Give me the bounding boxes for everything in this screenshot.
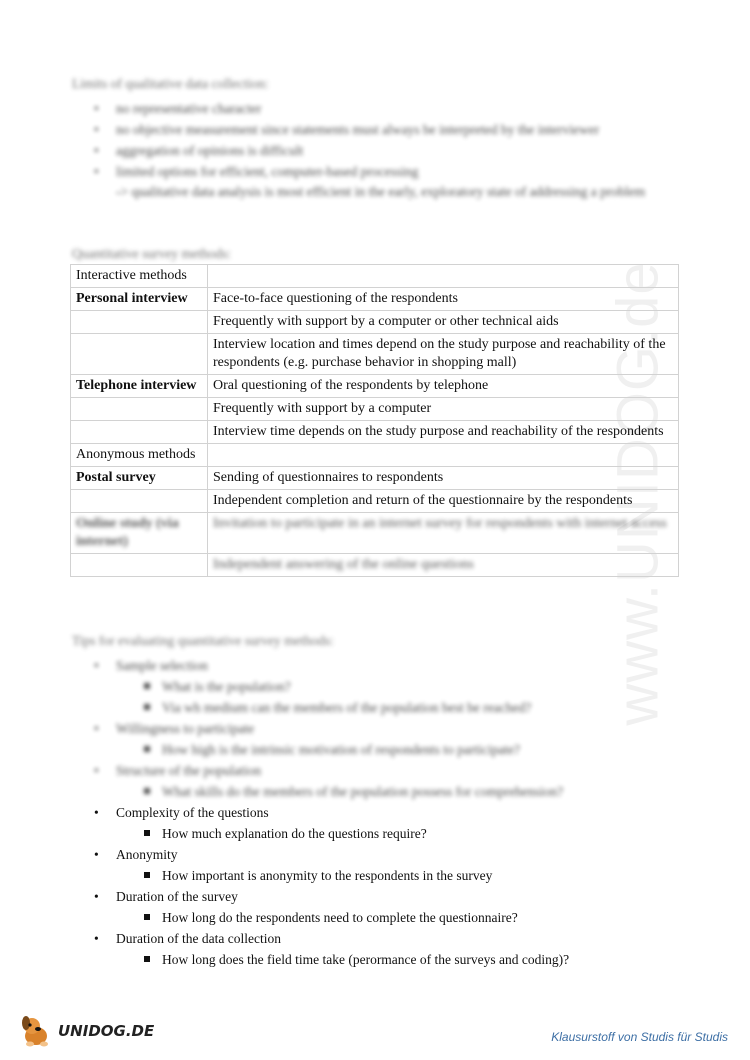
table-row [71, 444, 679, 467]
tip-label: Sample selection [116, 658, 208, 673]
tips-list [72, 655, 672, 970]
tips-heading: Tips for evaluating quantitative survey methods: [72, 633, 334, 648]
list-item: • limited options for efficient, computer-based processing [94, 164, 419, 179]
bullet-icon: • [94, 889, 99, 904]
list-item [72, 886, 672, 928]
list-item [72, 802, 672, 844]
list-note: -> qualitative data analysis is most efficient in the early, exploratory state of addressing a problem [116, 184, 646, 199]
tip-label: Structure of the population [116, 763, 262, 778]
description-cell: Sending of questionnaires to respondents [208, 467, 679, 490]
square-bullet-icon [144, 830, 150, 836]
sub-list-item: What skills do the members of the population possess for comprehension? [72, 781, 672, 802]
sub-list-item: How long do the respondents need to complete the questionnaire? [72, 907, 672, 928]
description-cell [208, 265, 679, 288]
limits-heading: Limits of qualitative data collection: [72, 76, 269, 91]
method-cell [71, 554, 208, 577]
square-bullet-icon [144, 914, 150, 920]
tip-label: Willingness to participate [116, 721, 255, 736]
logo-text: UNIDOG.DE [58, 1022, 155, 1040]
method-cell [71, 398, 208, 421]
tip-label: Duration of the survey [116, 889, 238, 904]
bullet-icon: • [94, 658, 99, 673]
unidog-logo [18, 1014, 154, 1048]
tip-label: Anonymity [116, 847, 178, 862]
sub-list-item: Via wh medium can the members of the population best be reached? [72, 697, 672, 718]
square-bullet-icon [144, 683, 150, 689]
description-cell: Independent answering of the online questions [208, 554, 679, 577]
survey-heading: Quantitative survey methods: [72, 246, 231, 261]
description-cell: Interview location and times depend on the study purpose and reachability of the respondents (e.g. purchase behavior in shopping mall) [208, 334, 679, 375]
sub-list-item: What is the population? [72, 676, 672, 697]
table-row [71, 467, 679, 490]
tips-section [72, 633, 672, 970]
list-item: • no objective measurement since statements must always be interpreted by the interviewer [94, 122, 600, 137]
table-row [71, 490, 679, 513]
list-item: • aggregation of opinions is difficult [94, 143, 304, 158]
method-cell: Postal survey [71, 467, 208, 490]
tip-label: Complexity of the questions [116, 805, 269, 820]
square-bullet-icon [144, 746, 150, 752]
list-item [72, 718, 672, 760]
bullet-icon: • [94, 805, 99, 820]
table-row [71, 375, 679, 398]
table-row [71, 554, 679, 577]
sub-list-item: How long does the field time take (perormance of the surveys and coding)? [72, 949, 672, 970]
table-row [71, 265, 679, 288]
list-item [72, 844, 672, 886]
description-cell: Invitation to participate in an internet survey for respondents with internet access [208, 513, 679, 554]
table-row [71, 311, 679, 334]
method-cell: Online study (via internet) [71, 513, 208, 554]
method-cell [71, 490, 208, 513]
description-cell: Interview time depends on the study purpose and reachability of the respondents [208, 421, 679, 444]
tip-label: Duration of the data collection [116, 931, 281, 946]
method-cell: Telephone interview [71, 375, 208, 398]
bullet-icon: • [94, 763, 99, 778]
limits-list [72, 98, 672, 202]
table-row [71, 288, 679, 311]
table-row [71, 398, 679, 421]
description-cell [208, 444, 679, 467]
bullet-icon: • [94, 931, 99, 946]
sub-list-item: How important is anonymity to the respondents in the survey [72, 865, 672, 886]
square-bullet-icon [144, 788, 150, 794]
method-cell [71, 421, 208, 444]
square-bullet-icon [144, 956, 150, 962]
method-cell [71, 334, 208, 375]
list-item [72, 928, 672, 970]
method-cell [71, 311, 208, 334]
list-item [72, 760, 672, 802]
description-cell: Face-to-face questioning of the respondents [208, 288, 679, 311]
list-item [72, 655, 672, 718]
dog-logo-icon [18, 1014, 54, 1048]
method-cell: Personal interview [71, 288, 208, 311]
table-row [71, 334, 679, 375]
description-cell: Frequently with support by a computer or other technical aids [208, 311, 679, 334]
method-cell: Interactive methods [71, 265, 208, 288]
limits-section [72, 76, 672, 202]
table-row [71, 421, 679, 444]
description-cell: Independent completion and return of the questionnaire by the respondents [208, 490, 679, 513]
bullet-icon: • [94, 847, 99, 862]
description-cell: Frequently with support by a computer [208, 398, 679, 421]
footer-tagline: Klausurstoff von Studis für Studis [551, 1030, 728, 1044]
watermark: www.UNIDOG.de [605, 261, 671, 726]
table-row [71, 513, 679, 554]
sub-list-item: How high is the intrinsic motivation of respondents to participate? [72, 739, 672, 760]
sub-list-item: How much explanation do the questions require? [72, 823, 672, 844]
survey-methods-table [70, 264, 679, 577]
description-cell: Oral questioning of the respondents by telephone [208, 375, 679, 398]
method-cell: Anonymous methods [71, 444, 208, 467]
bullet-icon: • [94, 721, 99, 736]
square-bullet-icon [144, 704, 150, 710]
square-bullet-icon [144, 872, 150, 878]
list-item: • no representative character [94, 101, 262, 116]
